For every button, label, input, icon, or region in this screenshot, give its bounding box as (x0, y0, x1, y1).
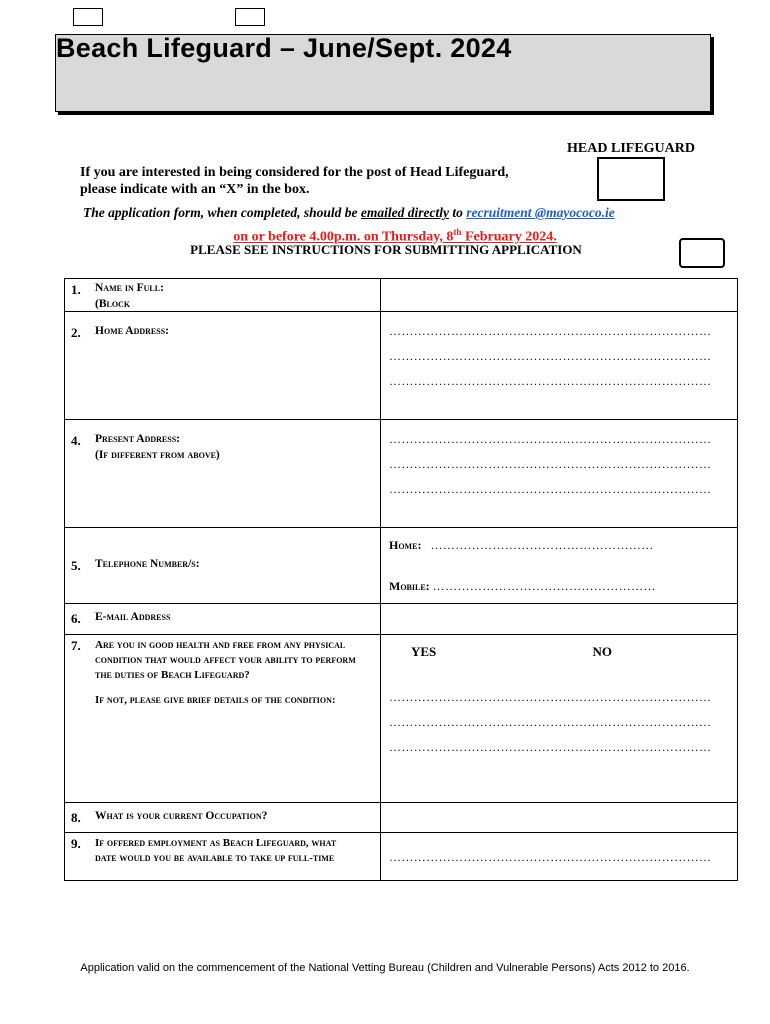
q7-number: 7. (71, 638, 81, 653)
q4-sub: (If different from above) (95, 449, 220, 461)
top-checkbox-left[interactable] (73, 8, 103, 26)
mobile-phone-input[interactable]: ……………………………………………… (432, 579, 656, 593)
email-link[interactable]: recruitment @mayococo.ie (466, 205, 615, 220)
availability-input[interactable]: …………………………………………………………………… (389, 850, 712, 864)
present-address-field[interactable] (381, 420, 738, 528)
application-instructions (83, 205, 615, 221)
q8-label: What is your current Occupation? (95, 809, 268, 822)
q4-label-cell (65, 420, 381, 528)
q6-number: 6. (71, 611, 81, 626)
q5-number: 5. (71, 557, 81, 573)
head-lifeguard-checkbox[interactable] (597, 157, 665, 201)
page-title: Beach Lifeguard – June/Sept. 2024 (56, 33, 512, 63)
intro-text: If you are interested in being considered for the post of Head Lifeguard, please indicate with an “X” in the box. (80, 165, 509, 197)
q9-number: 9. (71, 836, 81, 851)
q7-label: Are you in good health and free from any physical condition that would affect your ability to perform the duties of Beach Lifeguard? (95, 639, 356, 681)
mobile-phone-label: Mobile: (389, 579, 430, 593)
health-detail-line-2[interactable]: …………………………………………………………………… (389, 715, 712, 729)
footer-note: Application valid on the commencement of the National Vetting Bureau (Children and Vulnerable Persons) Acts 2012 to 2016. (80, 962, 690, 974)
health-detail-line-1[interactable]: …………………………………………………………………… (389, 690, 712, 704)
no-option[interactable]: NO (592, 644, 613, 659)
q6-label: E-mail Address (95, 611, 171, 623)
q7-label-cell (65, 635, 381, 803)
q1-label: Name in Full: (95, 282, 164, 294)
head-lifeguard-label: HEAD LIFEGUARD (567, 141, 695, 156)
q2-number: 2. (71, 325, 81, 340)
q1-number: 1. (71, 282, 81, 297)
q7-sub: If not, please give brief details of the condition: (95, 694, 336, 706)
availability-field (381, 833, 738, 881)
q2-label-cell (65, 312, 381, 420)
q4-number: 4. (71, 433, 81, 448)
home-address-line-3[interactable]: …………………………………………………………………… (389, 374, 712, 388)
q2-label: Home Address: (95, 325, 169, 337)
q6-label-cell (65, 604, 381, 635)
home-phone-label: Home: (389, 538, 422, 552)
q9-label-cell (65, 833, 381, 881)
deadline-b: February 2024. (461, 229, 557, 245)
q4-label: Present Address: (95, 433, 180, 445)
telephone-field (381, 528, 738, 604)
deadline-a: on or before 4.00p.m. on Thursday, 8 (233, 229, 454, 245)
q5-label: Telephone Number/s: (95, 557, 200, 570)
q1-label-cell (65, 279, 381, 312)
present-address-line-1[interactable]: …………………………………………………………………… (389, 432, 712, 446)
rounded-box[interactable] (679, 238, 725, 268)
q8-label-cell (65, 803, 381, 833)
present-address-line-2[interactable]: …………………………………………………………………… (389, 457, 712, 471)
occupation-field[interactable] (381, 803, 738, 833)
health-detail-line-3[interactable]: …………………………………………………………………… (389, 740, 712, 754)
home-address-field[interactable] (381, 312, 738, 420)
home-phone-input[interactable]: ……………………………………………… (430, 538, 654, 552)
home-address-line-1[interactable]: …………………………………………………………………… (389, 324, 712, 338)
please-see-instructions: PLEASE SEE INSTRUCTIONS FOR SUBMITTING APPLICATION (190, 242, 582, 257)
health-field (381, 635, 738, 803)
home-address-line-2[interactable]: …………………………………………………………………… (389, 349, 712, 363)
q5-label-cell (65, 528, 381, 604)
name-field[interactable] (381, 279, 738, 312)
q9-label: If offered employment as Beach Lifeguard, what date would you be available to take up full-time (95, 837, 337, 864)
application-form (64, 278, 738, 881)
present-address-line-3[interactable]: …………………………………………………………………… (389, 482, 712, 496)
yes-option[interactable]: YES (411, 644, 437, 659)
deadline-sup: th (453, 227, 462, 237)
app-emailed: emailed directly (360, 205, 449, 220)
email-field[interactable] (381, 604, 738, 635)
app-to: to (448, 205, 467, 220)
q1-sub: (Block (95, 298, 131, 310)
app-prefix: The application form, when completed, should be (83, 205, 361, 220)
q8-number: 8. (71, 809, 81, 825)
top-checkbox-right[interactable] (235, 8, 265, 26)
